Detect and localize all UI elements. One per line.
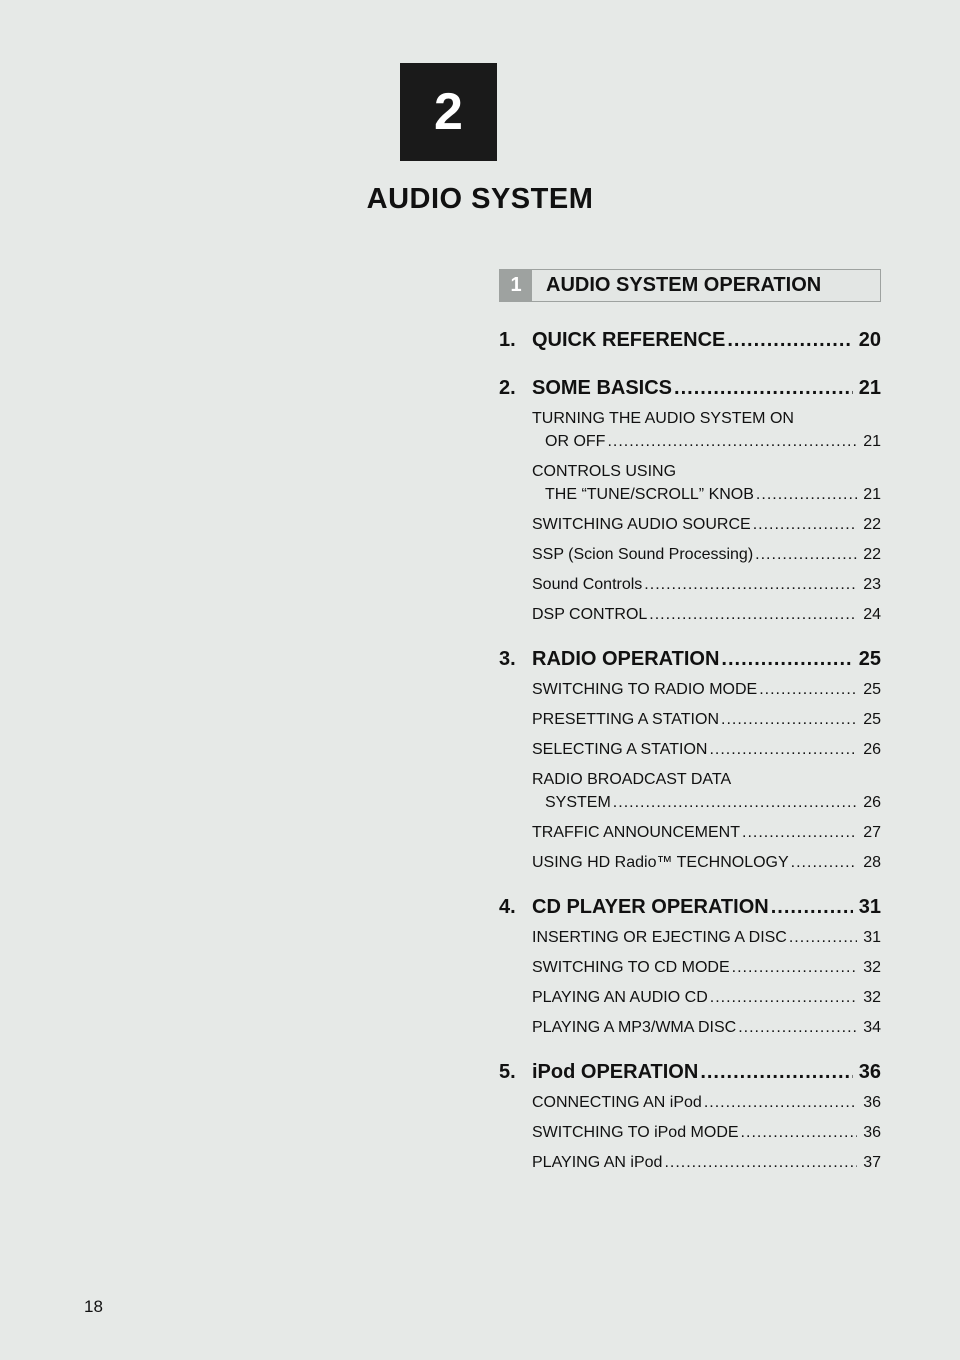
toc-item-page: 22 — [863, 516, 881, 533]
toc-item-list — [532, 407, 881, 626]
toc-leader-dots — [730, 956, 858, 979]
toc-item-title-line: CONTROLS USING — [532, 463, 677, 480]
toc-item-page: 31 — [863, 929, 881, 946]
toc-item-row — [532, 1016, 881, 1039]
toc-item-title-line: USING HD Radio™ TECHNOLOGY — [532, 854, 789, 871]
toc-item-title-line: TURNING THE AUDIO SYSTEM ON — [532, 410, 794, 427]
toc-item-page: 36 — [863, 1094, 881, 1111]
toc-chapter-page: 31 — [858, 896, 881, 918]
toc-item-row — [532, 678, 881, 701]
toc-item-row — [532, 791, 881, 814]
chapter-number-box — [400, 63, 497, 161]
toc-item-title-line: SELECTING A STATION — [532, 741, 708, 758]
toc-leader-dots — [769, 892, 853, 922]
toc-item-row — [532, 1151, 881, 1174]
toc-item-title-line: THE “TUNE/SCROLL” KNOB — [545, 486, 754, 503]
toc-item-page: 21 — [863, 433, 881, 450]
toc-item-title-line: PLAYING AN iPod — [532, 1154, 663, 1171]
toc-item-title-line: INSERTING OR EJECTING A DISC — [532, 929, 787, 946]
toc-chapter-number: 4. — [499, 896, 516, 918]
toc-item-row — [532, 513, 881, 536]
toc-item-page: 21 — [863, 486, 881, 503]
toc-item-title-line: PLAYING AN AUDIO CD — [532, 989, 708, 1006]
toc-item-page: 28 — [863, 854, 881, 871]
toc-item-title-line: CONNECTING AN iPod — [532, 1094, 702, 1111]
toc-item-page: 37 — [863, 1154, 881, 1171]
toc-item-row — [532, 603, 881, 626]
toc-chapter-page: 36 — [858, 1061, 881, 1083]
toc-item-row — [532, 430, 881, 453]
toc-leader-dots — [757, 678, 857, 701]
toc-item-page: 32 — [863, 959, 881, 976]
table-of-contents — [499, 325, 881, 1182]
toc-item[interactable] — [532, 407, 881, 453]
chapter-number: 2 — [434, 83, 463, 141]
toc-item-title-line: OR OFF — [545, 433, 606, 450]
toc-item[interactable] — [532, 926, 881, 949]
toc-item-row — [532, 708, 881, 731]
toc-chapter-entry[interactable] — [499, 1057, 881, 1087]
toc-item[interactable] — [532, 821, 881, 844]
toc-chapter-entry[interactable] — [499, 325, 881, 355]
toc-chapter — [499, 644, 881, 874]
toc-item-page: 25 — [863, 711, 881, 728]
toc-leader-dots — [647, 603, 857, 626]
toc-item[interactable] — [532, 1151, 881, 1174]
toc-item-page: 24 — [863, 606, 881, 623]
toc-chapter-entry[interactable] — [499, 373, 881, 403]
toc-chapter-title: iPod OPERATION — [532, 1061, 699, 1083]
toc-item-page: 26 — [863, 741, 881, 758]
toc-leader-dots — [740, 821, 857, 844]
toc-leader-dots — [702, 1091, 857, 1114]
toc-leader-dots — [698, 1057, 852, 1087]
toc-item-title-line: SYSTEM — [545, 794, 611, 811]
toc-chapter — [499, 325, 881, 355]
page-number: 18 — [84, 1297, 103, 1316]
toc-leader-dots — [787, 926, 857, 949]
toc-item-title-line: DSP CONTROL — [532, 606, 648, 623]
chapter-title: AUDIO SYSTEM — [366, 183, 594, 215]
toc-item-title-line: SWITCHING TO CD MODE — [532, 959, 730, 976]
toc-leader-dots — [707, 738, 857, 761]
toc-chapter-title: RADIO OPERATION — [532, 648, 720, 670]
toc-item[interactable] — [532, 543, 881, 566]
section-header — [499, 269, 881, 302]
toc-item-list — [532, 678, 881, 874]
toc-chapter-title: CD PLAYER OPERATION — [532, 896, 769, 918]
toc-item-title-line: PRESETTING A STATION — [532, 711, 719, 728]
toc-item[interactable] — [532, 1121, 881, 1144]
toc-item-row — [532, 851, 881, 874]
toc-item-row — [532, 956, 881, 979]
toc-leader-dots — [605, 430, 857, 453]
toc-chapter — [499, 373, 881, 626]
toc-item-page: 36 — [863, 1124, 881, 1141]
toc-item-list — [532, 1091, 881, 1174]
toc-leader-dots — [672, 373, 853, 403]
section-title: AUDIO SYSTEM OPERATION — [546, 274, 822, 296]
toc-chapter-number: 5. — [499, 1061, 516, 1083]
toc-leader-dots — [708, 986, 857, 1009]
section-number: 1 — [500, 270, 532, 301]
toc-leader-dots — [754, 483, 857, 506]
toc-item-row — [532, 738, 881, 761]
toc-item-title-line: SWITCHING AUDIO SOURCE — [532, 516, 751, 533]
toc-item-title-line: SSP (Scion Sound Processing) — [532, 546, 754, 563]
toc-leader-dots — [753, 543, 857, 566]
toc-item-page: 22 — [863, 546, 881, 563]
toc-item-row — [532, 926, 881, 949]
toc-item-list — [532, 926, 881, 1039]
toc-item[interactable] — [532, 768, 881, 814]
toc-chapter-page: 20 — [858, 329, 881, 351]
toc-item-row — [532, 1091, 881, 1114]
toc-item-title-line: PLAYING A MP3/WMA DISC — [532, 1019, 737, 1036]
toc-leader-dots — [642, 573, 857, 596]
toc-item-row — [532, 483, 881, 506]
toc-item[interactable] — [532, 708, 881, 731]
toc-item-page: 26 — [863, 794, 881, 811]
toc-chapter-entry[interactable] — [499, 892, 881, 922]
toc-item[interactable] — [532, 678, 881, 701]
toc-chapter-number: 3. — [499, 648, 516, 670]
toc-chapter-number: 2. — [499, 377, 516, 399]
toc-item[interactable] — [532, 738, 881, 761]
toc-leader-dots — [751, 513, 858, 536]
toc-item[interactable] — [532, 1091, 881, 1114]
toc-item[interactable] — [532, 460, 881, 506]
toc-item-page: 32 — [863, 989, 881, 1006]
toc-leader-dots — [725, 325, 852, 355]
toc-leader-dots — [719, 708, 857, 731]
toc-item[interactable] — [532, 851, 881, 874]
toc-chapter-title: SOME BASICS — [532, 377, 673, 399]
toc-item-row — [532, 543, 881, 566]
toc-item[interactable] — [532, 986, 881, 1009]
toc-item-row — [532, 1121, 881, 1144]
toc-item-page: 23 — [863, 576, 881, 593]
toc-chapter-number: 1. — [499, 329, 516, 351]
toc-item-title-line: SWITCHING TO RADIO MODE — [532, 681, 758, 698]
toc-item-row — [532, 821, 881, 844]
toc-chapter-page: 25 — [858, 648, 881, 670]
toc-chapter-title: QUICK REFERENCE — [532, 329, 726, 351]
toc-item[interactable] — [532, 1016, 881, 1039]
toc-chapter-page: 21 — [858, 377, 881, 399]
toc-item-row — [532, 986, 881, 1009]
toc-item-title-line: RADIO BROADCAST DATA — [532, 771, 732, 788]
toc-leader-dots — [789, 851, 858, 874]
toc-leader-dots — [662, 1151, 857, 1174]
toc-leader-dots — [739, 1121, 858, 1144]
toc-item-title-line: SWITCHING TO iPod MODE — [532, 1124, 739, 1141]
toc-item-page: 27 — [863, 824, 881, 841]
toc-leader-dots — [611, 791, 857, 814]
toc-chapter — [499, 1057, 881, 1174]
toc-item-row — [532, 573, 881, 596]
toc-item[interactable] — [532, 573, 881, 596]
toc-item-title-line: Sound Controls — [532, 576, 643, 593]
toc-item-page: 34 — [863, 1019, 881, 1036]
toc-leader-dots — [736, 1016, 857, 1039]
toc-chapter — [499, 892, 881, 1039]
toc-chapter-entry[interactable] — [499, 644, 881, 674]
toc-item[interactable] — [532, 513, 881, 536]
toc-item[interactable] — [532, 956, 881, 979]
toc-item[interactable] — [532, 603, 881, 626]
toc-item-title-line: TRAFFIC ANNOUNCEMENT — [532, 824, 740, 841]
toc-leader-dots — [719, 644, 852, 674]
toc-item-page: 25 — [863, 681, 881, 698]
